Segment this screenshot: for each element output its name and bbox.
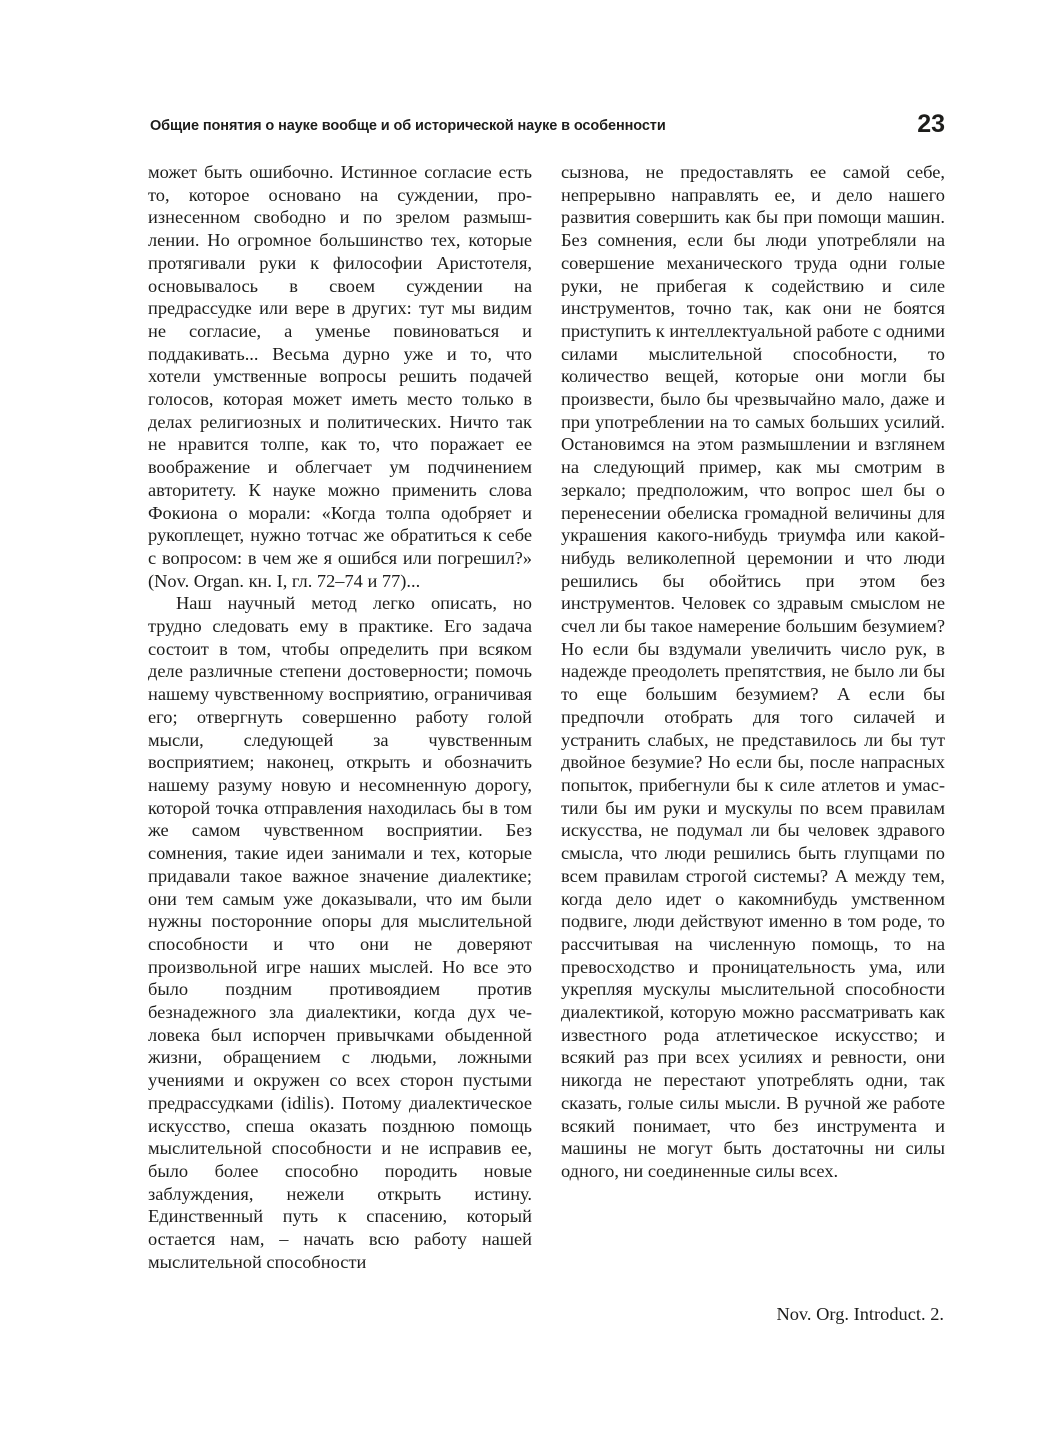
paragraph-scientific-method: Наш научный метод легко описать, но трудно следовать ему в практике. Его задача состоит в том, чтобы определить при всяком деле различные степени достоверности; помочь нашему чувственному восприятию, ограничивая его; отвергнуть совершенно работу голой мысли, следующей за чувственным восприятием; наконец, открыть и обозначить нашему разуму новую и несомненную дорогу, которой точка отправления находилась бы в том же самом чувственном восприятии. Без сомнения, такие идеи занимали и тех, которые придавали такое важное значение диалектике; они тем самым уже доказывали, что им были нужны посторонние опоры для мыслительной способности и что они не доверяют произвольной игре наших мыслей. Но все это было поздним противоядием против безнадежного зла диалектики, когда дух человека был испорчен привычками обыденной жизни, обращением с людьми, ложными учениями и окружен со всех сторон пустыми предрассудками (idilis). Потому диалектическое искусство, спеша оказать позднюю помощь мыслительной способности и не исправив ее, было более способно породить новые заблуждения, нежели открыть истину. Единственный путь к спасению, который остается нам, – начать всю работу нашей мыслительной способности [148, 593, 532, 1272]
source-citation: Nov. Org. Introduct. 2. [776, 1304, 944, 1324]
right-column [561, 161, 945, 1183]
running-title: Общие понятия о науке вообще и об исторической науке в особенности [150, 118, 666, 134]
left-column [148, 161, 532, 1273]
paragraph-continued: может быть ошибочно. Истинное согласие есть то, которое основано на суждении, произнесенном свободно и по зрелом размышлении. Но огромное большинство тех, которые протягивали руки к философии Аристотеля, основывалось в своем суждении на предрассудке или вере в других: тут мы видим не согласие, а уменье повиноваться и поддакивать... Весьма дурно уже и то, что хотели умственные вопросы решить подачей голосов, которая может иметь место только в делах религиозных и политических. Ничто так не нравится толпе, как то, что поражает ее воображение и облегчает ум подчинением авторитету. К науке можно применить слова Фокиона о морали: «Когда толпа одобряет и рукоплещет, нужно тотчас же обратиться к себе с вопросом: в чем же я ошибся или погрешил?» (Nov. Organ. кн. I, гл. 72–74 и 77)... [148, 162, 532, 591]
page-number: 23 [917, 110, 945, 138]
running-header [150, 110, 945, 144]
paragraph-continuation: сызнова, не предоставлять ее самой себе, непрерывно направлять ее, и дело нашего развития совершить как бы при помощи машин. Без сомнения, если бы люди употребляли на совершение механического труда одни голые руки, не прибегая к содействию и силе инструментов, точно так, как они не боятся приступить к интеллектуальной работе с одними силами мыслительной способности, то количество вещей, которые они могли бы произвести, было бы чрезвычайно мало, даже и при употреблении на то самых больших усилий. Остановимся на этом размышлении и взглянем на следующий пример, как мы смотрим в зеркало; предположим, что вопрос шел бы о перенесении обелиска громадной величины для украшения какого-нибудь триумфа или какой-нибудь великолепной церемонии и что люди решились бы обойтись при этом без инструментов. Человек со здравым смыслом не счел ли бы такое намерение большим безумием? Но если бы вздумали увеличить число рук, в надежде преодолеть препятствия, не было ли бы то еще большим безумием? А если бы предпочли отобрать для того силачей и устранить слабых, не представилось ли бы тут двойное безумие? Но если бы, после напрасных попыток, прибегнули бы к силе атлетов и умастили бы им руки и мускулы по всем правилам искусства, не подумал ли бы человек здравого смысла, что люди решились быть глупцами по всем правилам строгой системы? А между тем, когда дело идет о какомнибудь умственном подвиге, люди действуют именно в том роде, то рассчитывая на численную помощь, то на превосходство и проницательность ума, или укрепляя мускулы мыслительной способности диалектикой, которую можно рассматривать как известного рода атлетическое искусство; и всякий раз при всех усилиях и ревности, они никогда не перестают употреблять одни, так сказать, голые силы мысли. В ручной же работе всякий понимает, что без инструмента и машины не могут быть достаточны ни силы одного, ни соединенные силы всех. [561, 162, 945, 1181]
